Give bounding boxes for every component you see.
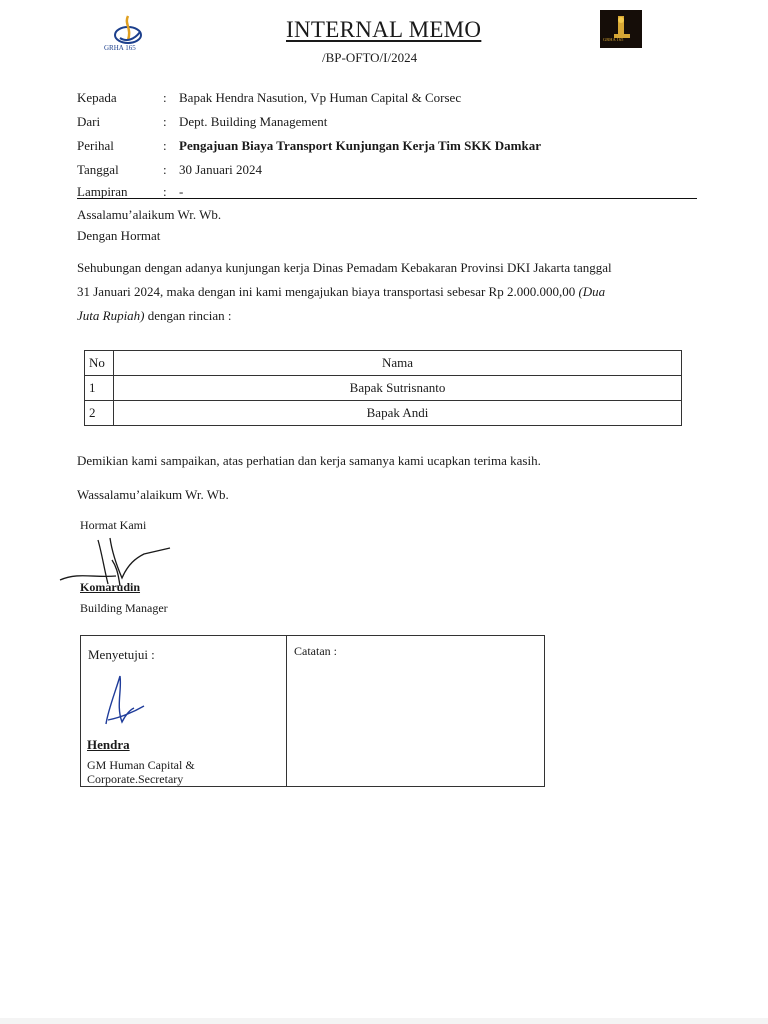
header-nama: Nama [114, 351, 682, 376]
tanggal-value: 30 Januari 2024 [179, 162, 263, 177]
perihal-value: Pengajuan Biaya Transport Kunjungan Kerja Tim SKK Damkar [179, 138, 542, 153]
row-number: 1 [85, 376, 114, 401]
dari-value: Dept. Building Management [179, 114, 328, 129]
perihal-label: Perihal [77, 138, 114, 153]
perihal-row [77, 138, 541, 154]
approver-position-1: GM Human Capital & [87, 758, 195, 772]
tanggal-colon: : [163, 162, 167, 177]
perihal-colon: : [163, 138, 167, 153]
left-logo-caption: GRHA 165 [104, 44, 136, 52]
body-paragraph-line-2 [77, 284, 605, 300]
page-bottom-edge [0, 1018, 768, 1024]
signer-name: Komarudin [80, 580, 141, 594]
kepada-colon: : [163, 90, 167, 105]
right-logo-caption: GRHA 165 [603, 37, 624, 42]
row-number: 2 [85, 401, 114, 426]
memo-title: INTERNAL MEMO [286, 17, 482, 42]
greeting-line: Assalamu’alaikum Wr. Wb. [77, 207, 222, 222]
lampiran-colon: : [163, 184, 167, 199]
closing-line: Demikian kami sampaikan, atas perhatian dan kerja samanya kami ucapkan terima kasih. [77, 453, 541, 468]
tanggal-row [77, 162, 262, 178]
details-intro: dengan rincian : [144, 308, 232, 323]
body-paragraph-line-1: Sehubungan dengan adanya kunjungan kerja Dinas Pemadam Kebakaran Provinsi DKI Jakarta tanggal [77, 260, 612, 275]
amount-text: 31 Januari 2024, maka dengan ini kami mengajukan biaya transportasi sebesar Rp 2.000.000,00 [77, 284, 579, 299]
table-row [85, 401, 682, 426]
table-header-row [85, 351, 682, 376]
grha-logo-right [600, 10, 642, 48]
signature-intro: Hormat Kami [80, 518, 147, 532]
lampiran-label: Lampiran [77, 184, 128, 199]
farewell-line: Wassalamu’alaikum Wr. Wb. [77, 487, 229, 502]
signer-position: Building Manager [80, 601, 168, 615]
dari-label: Dari [77, 114, 101, 129]
kepada-row [77, 90, 461, 106]
approval-label: Menyetujui : [88, 647, 155, 662]
notes-label: Catatan : [294, 644, 337, 658]
header-divider [77, 198, 697, 199]
kepada-value: Bapak Hendra Nasution, Vp Human Capital & Corsec [179, 90, 462, 105]
tanggal-label: Tanggal [77, 162, 119, 177]
dari-row [77, 114, 327, 130]
amount-words-end: Juta Rupiah) [77, 308, 145, 323]
amount-words-start: (Dua [578, 284, 606, 299]
row-name: Bapak Andi [114, 401, 682, 426]
row-name: Bapak Sutrisnanto [114, 376, 682, 401]
dari-colon: : [163, 114, 167, 129]
approval-divider [286, 635, 287, 787]
body-paragraph-line-3 [77, 308, 232, 324]
memo-number: /BP-OFTO/I/2024 [322, 50, 418, 65]
names-table [84, 350, 682, 426]
lampiran-value: - [179, 184, 184, 199]
approver-name: Hendra [87, 737, 130, 752]
kepada-label: Kepada [77, 90, 117, 105]
salutation-line: Dengan Hormat [77, 228, 161, 243]
approver-position-2: Corporate.Secretary [87, 772, 184, 786]
table-row [85, 376, 682, 401]
signature-hendra [98, 672, 148, 734]
header-no: No [85, 351, 114, 376]
